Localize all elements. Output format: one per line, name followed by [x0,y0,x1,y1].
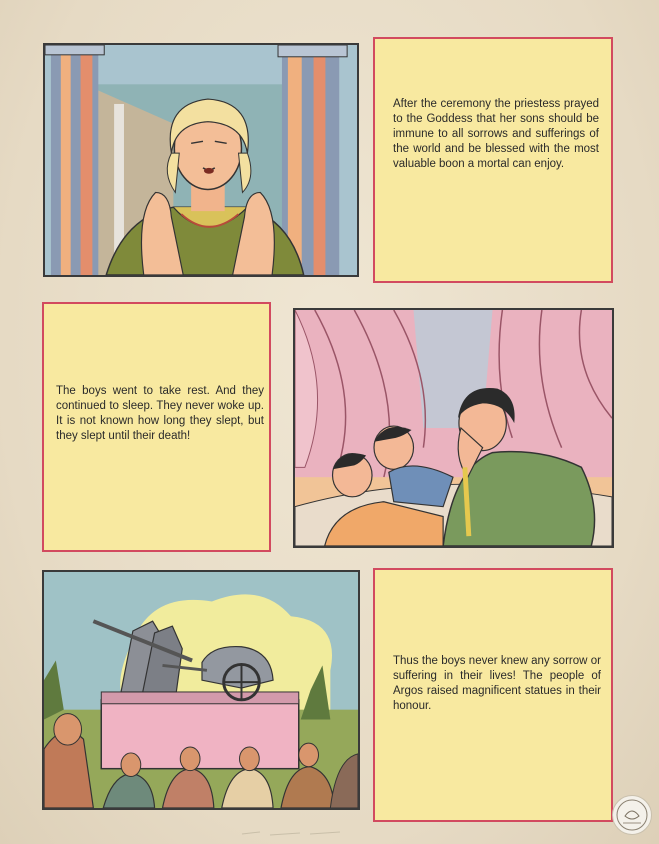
caption-text-2: The boys went to take rest. And they continued to sleep. They never woke up. It is not known how long they slept, but they slept until their death! [56,385,264,442]
comic-panel-priestess [43,43,359,277]
caption-box-3 [373,568,613,822]
comic-panel-sleeping-boys [293,308,614,548]
caption-box-1 [373,37,613,283]
caption-text-1: After the ceremony the priestess prayed to the Goddess that her sons should be immune to all sorrows and sufferings of the world and be blessed with the most valuable boon a mortal can enjoy. [393,98,599,170]
caption-box-2 [42,302,271,552]
priestess-illustration [45,45,357,275]
comic-panel-statues [42,570,360,810]
caption-text-3: Thus the boys never knew any sorrow or suffering in their lives! The people of Argos raised magnificent statues in their honour. [393,655,601,712]
paper-scratch-marks [240,826,360,838]
sleeping-boys-illustration [295,310,612,546]
statues-illustration [44,572,358,808]
library-stamp-icon [612,795,652,835]
